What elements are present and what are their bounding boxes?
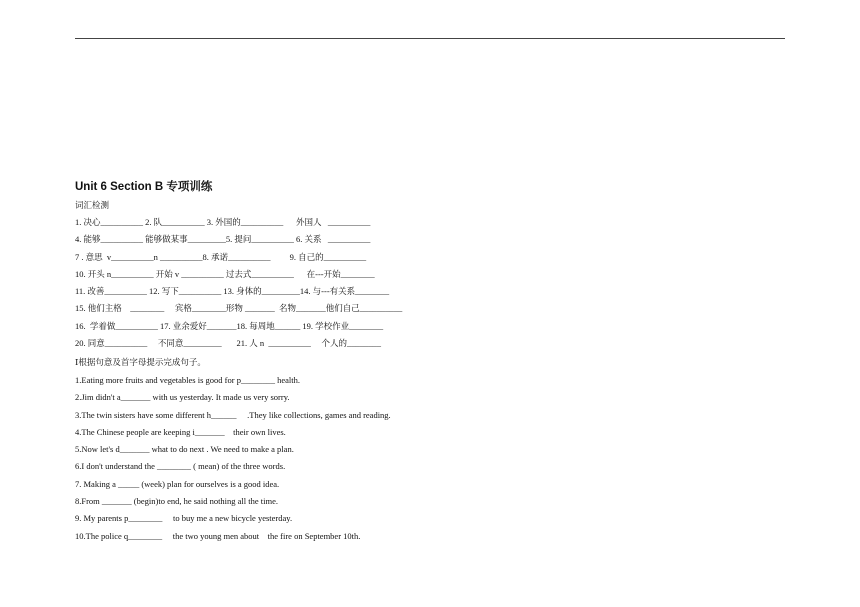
page-title: Unit 6 Section B 专项训练 — [75, 181, 213, 193]
sentence-item: 2.Jim didn't a_______ with us yesterday. It made us very sorry. — [75, 392, 290, 403]
sentence-item: 5.Now let's d_______ what to do next . We need to make a plan. — [75, 444, 294, 455]
vocab-line: 16. 学着做__________ 17. 业余爱好_______18. 每周地______ 19. 学校作业________ — [75, 320, 384, 331]
sentence-item: 8.From _______ (begin)to end, he said nothing all the time. — [75, 496, 279, 507]
sentence-item: 7. Making a _____ (week) plan for ourselves is a good idea. — [75, 478, 280, 489]
sentence-list — [75, 374, 391, 547]
sentence-item: 9. My parents p________ to buy me a new bicycle yesterday. — [75, 513, 293, 524]
vocab-line: 4. 能够__________ 能够做某事_________5. 提问__________ 6. 关系 __________ — [75, 234, 371, 245]
vocab-line: 10. 开头 n__________ 开始 v __________ 过去式__________ 在---开始________ — [75, 268, 375, 279]
sentence-item: 1.Eating more fruits and vegetables is good for p________ health. — [75, 375, 300, 385]
sentence-item: 10.The police q________ the two young men about the fire on September 10th. — [75, 530, 361, 541]
vocab-line: 15. 他们主格 ________ 宾格________形物 _______ 名物_______他们自己__________ — [75, 303, 403, 314]
sentence-item: 6.I don't understand the ________ ( mean) of the three words. — [75, 461, 286, 472]
sentence-item: 3.The twin sisters have some different h______ .They like collections, games and reading. — [75, 409, 391, 420]
vocab-line: 11. 改善__________ 12. 写下__________ 13. 身体的_________14. 与---有关系________ — [75, 286, 390, 297]
section-heading-sentences: Ⅰ根据句意及首字母提示完成句子。 — [75, 357, 206, 367]
sentence-item: 4.The Chinese people are keeping i_______ their own lives. — [75, 426, 286, 437]
section-heading-vocab: 词汇检测 — [75, 200, 110, 210]
vocab-line: 20. 同意__________ 不同意_________ 21. 人 n __________ 个人的________ — [75, 338, 382, 349]
vocab-list — [75, 216, 402, 354]
vocab-line: 1. 决心__________ 2. 队__________ 3. 外国的__________ 外国人 __________ — [75, 217, 371, 227]
vocab-line: 7 . 意思 v__________n __________8. 承诺__________ 9. 自己的__________ — [75, 251, 367, 262]
header-rule — [75, 38, 785, 39]
